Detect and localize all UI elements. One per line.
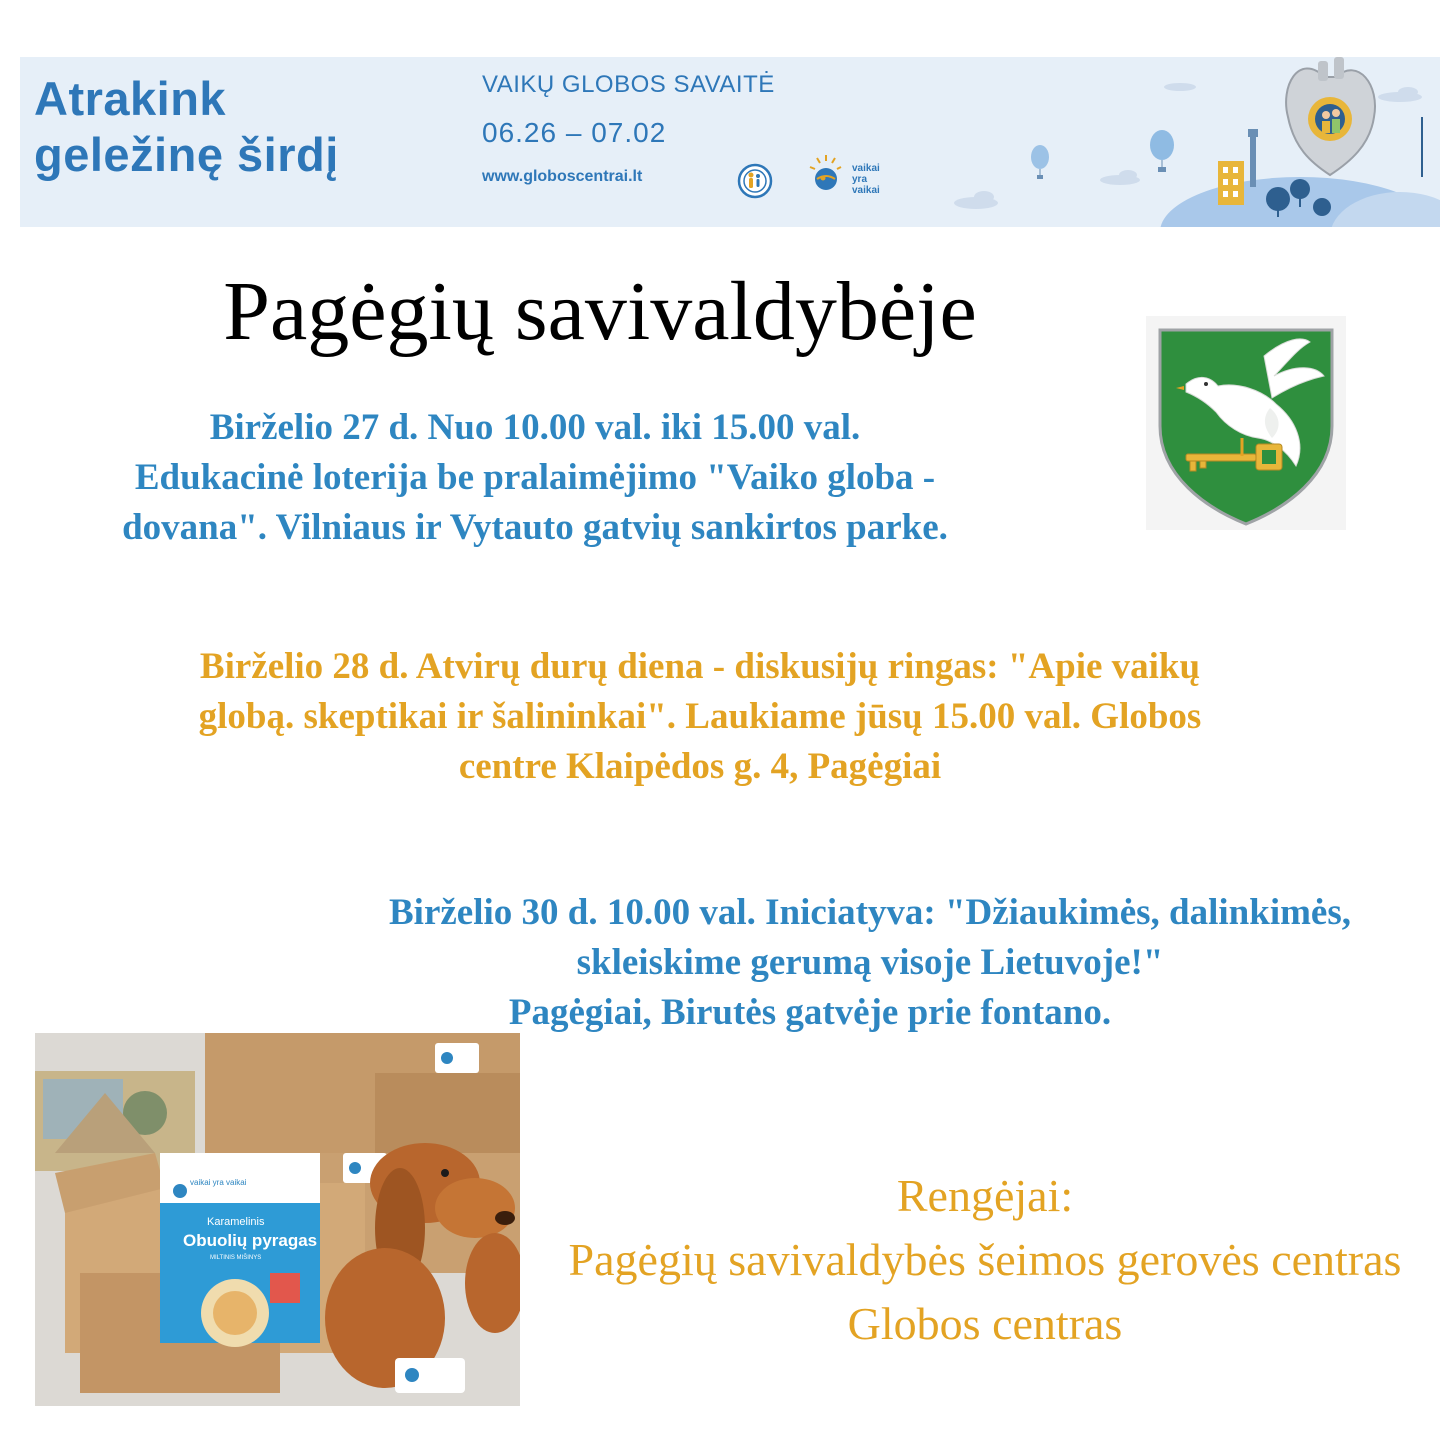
banner-title xyxy=(34,71,339,183)
page-title: Pagėgių savivaldybėje xyxy=(223,265,977,358)
event-line: centre Klaipėdos g. 4, Pagėgiai xyxy=(458,746,942,787)
banner-title-line1: Atrakink xyxy=(34,72,227,125)
coat-of-arms-dove-key-icon xyxy=(1146,316,1346,530)
box-brand-text: vaikai yra vaikai xyxy=(190,1178,247,1187)
event-line: skleiskime gerumą visoje Lietuvoje!" xyxy=(576,942,1164,983)
banner-url: www.globoscentrai.lt xyxy=(482,168,643,185)
banner-dates: 06.26 – 07.02 xyxy=(482,117,667,148)
vaikai-yra-vaikai-logo xyxy=(804,151,914,207)
event-june-28 xyxy=(60,642,1340,792)
organizer-name: Pagėgių savivaldybės šeimos gerovės centras xyxy=(568,1234,1402,1285)
organizer-name: Globos centras xyxy=(847,1298,1123,1349)
gift-boxes-illustration xyxy=(35,1033,520,1406)
iron-heart-icon xyxy=(1286,57,1375,175)
vaikai-yra-vaikai-text: vaikai yra vaikai xyxy=(852,163,880,196)
event-june-30 xyxy=(300,888,1440,1038)
hot-air-balloon-icon xyxy=(1150,130,1174,172)
event-line: globą. skeptikai ir šalininkai". Laukiame jūsų 15.00 val. Globos xyxy=(198,696,1202,737)
book-subtitle-text: MILTINIS MIŠINYS xyxy=(210,1255,262,1261)
gift-boxes-photo xyxy=(35,1033,520,1406)
event-line: Birželio 27 d. Nuo 10.00 val. iki 15.00 val. xyxy=(209,407,861,448)
sun-globe-icon xyxy=(804,151,852,207)
event-banner xyxy=(20,57,1440,227)
event-june-27 xyxy=(20,403,1050,553)
book-brand-text: Karamelinis xyxy=(207,1216,265,1228)
event-line: Birželio 28 d. Atvirų durų diena - diskusijų ringas: "Apie vaikų xyxy=(199,646,1201,687)
banner-week-label: VAIKŲ GLOBOS SAVAITĖ xyxy=(482,71,775,98)
hot-air-balloon-icon xyxy=(1031,145,1049,179)
organizers xyxy=(540,1164,1430,1356)
event-line: Birželio 30 d. 10.00 val. Iniciatyva: "Džiaukimės, dalinkimės, xyxy=(389,892,1351,933)
book-title-text: Obuolių pyragas xyxy=(183,1231,318,1250)
event-line: dovana". Vilniaus ir Vytauto gatvių sankirtos parke. xyxy=(122,507,948,548)
globos-centras-logo-icon xyxy=(737,163,773,199)
event-line: Edukacinė loterija be pralaimėjimo "Vaiko globa - xyxy=(134,457,936,498)
banner-heart-city-illustration xyxy=(930,57,1440,227)
banner-title-line2: geležinę širdį xyxy=(34,128,339,181)
event-line: Pagėgiai, Birutės gatvėje prie fontano. xyxy=(508,992,1112,1033)
organizers-label: Rengėjai: xyxy=(896,1170,1074,1221)
